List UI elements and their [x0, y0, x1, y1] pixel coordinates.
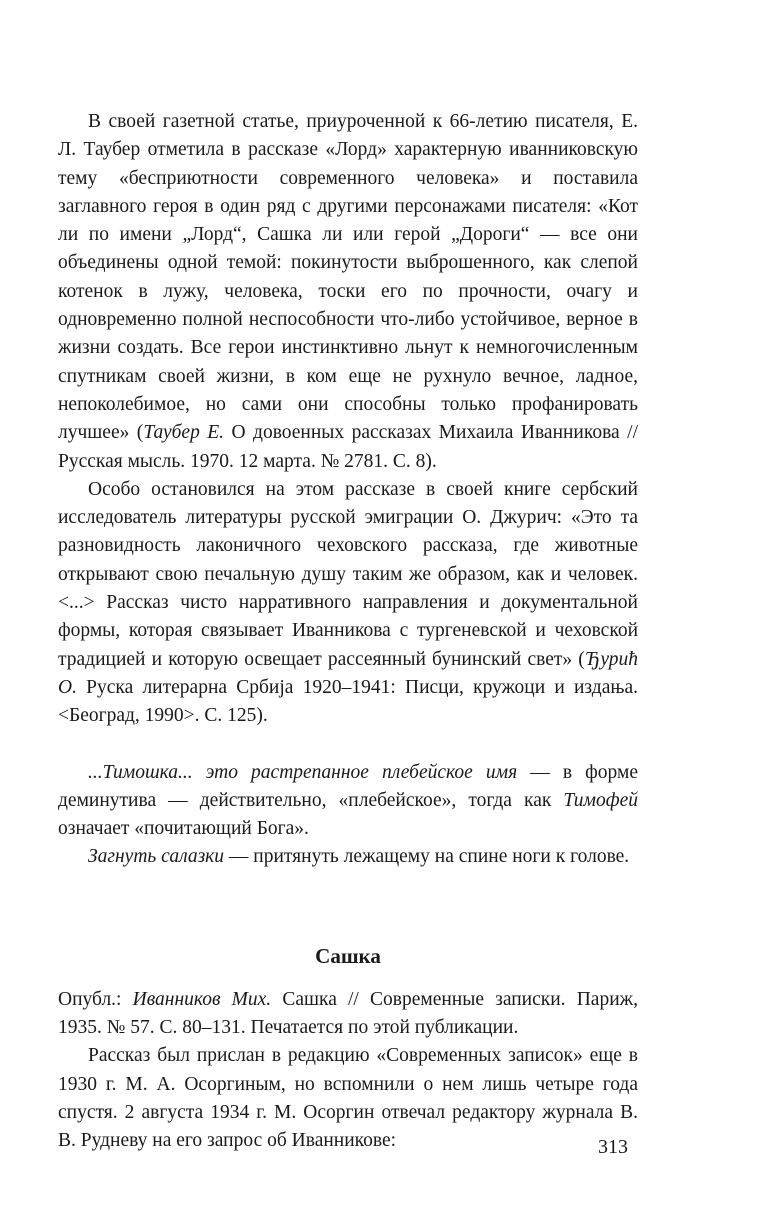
citation-author: Таубер Е.: [143, 422, 225, 444]
paragraph-text: Особо остановился на этом рассказе в своей книге сербский исследователь литературы русской эмиграции О. Джурич: «Это та разновидность лаконичного чеховского рассказа, где животные открывают свою печальную душу таким же образом, как и человек. <...> Рассказ чисто нарративного направления и документальной формы, которая связывает Иванникова с тургеневской и чеховской традицией и которую освещает рассеянный бунинский свет» (: [58, 478, 638, 670]
citation-text: О довоенных рассказах Михаила Иванникова // Русская мысль. 1970. 12 марта. № 2781. С. 8).: [58, 422, 638, 472]
publication-label: Опубл.:: [58, 988, 133, 1010]
note-text: означает «почитающий Бога».: [58, 818, 309, 840]
paragraph-osorgin: Рассказ был прислан в редакцию «Современных записок» еще в 1930 г. М. А. Осоргиным, но вспомнили о нем лишь четыре года спустя. 2 августа 1934 г. М. Осоргин отвечал редактору журнала В. В. Рудневу на его запрос об Иванникове:: [58, 1045, 638, 1152]
note-salazki: [58, 843, 638, 871]
citation-author: Ђурић О.: [58, 648, 638, 698]
paragraph-taubers-review: [58, 108, 638, 476]
spacer: [58, 872, 638, 942]
publication-author: Иванников Мих.: [132, 988, 272, 1010]
paragraph-djuric-review: [58, 476, 638, 731]
note-timoshka: [58, 759, 638, 844]
page-number: 313: [598, 1136, 628, 1158]
note-term: Загнуть салазки: [88, 846, 225, 868]
publication-text: Сашка // Современные записки. Париж, 1935. № 57. С. 80–131. Печатается по этой публикации.: [58, 988, 638, 1039]
publication-info: [58, 986, 638, 1043]
note-term: Тимофей: [563, 789, 638, 811]
section-heading: Сашка: [315, 943, 381, 968]
citation-text: Руска литерарна Србија 1920–1941: Писци, кружоци и издања. <Београд, 1990>. С. 125).: [58, 676, 638, 727]
paragraph-text: В своей газетной статье, приуроченной к 66-летию писателя, Е. Л. Таубер отметила в рассказе «Лорд» характерную иванниковскую тему «бесприютности современного человека» и поставила заглавного героя в один ряд с другими персонажами писателя: «Кот ли по имени „Лорд“, Сашка ли или герой „Дороги“ — все они объединены одной темой: покинутости выброшенного, как слепой котенок в лужу, человека, тоски его по прочности, очагу и одновременно полной неспособности что-либо устойчивое, верное в жизни создать. Все герои инстинктивно льнут к немногочисленным спутникам своей жизни, в ком еще не рухнуло вечное, ладное, непоколебимое, но сами они способны только профанировать лучшее» (: [58, 111, 638, 444]
spacer: [58, 731, 638, 759]
text-block: [58, 108, 638, 1156]
note-text: — в форме деминутива — действительно, «плебейское», тогда как: [58, 761, 638, 811]
note-text: — притянуть лежащему на спине ноги к голове.: [224, 846, 630, 868]
note-term: ...Тимошка... это растрепанное плебейское имя: [88, 761, 518, 783]
